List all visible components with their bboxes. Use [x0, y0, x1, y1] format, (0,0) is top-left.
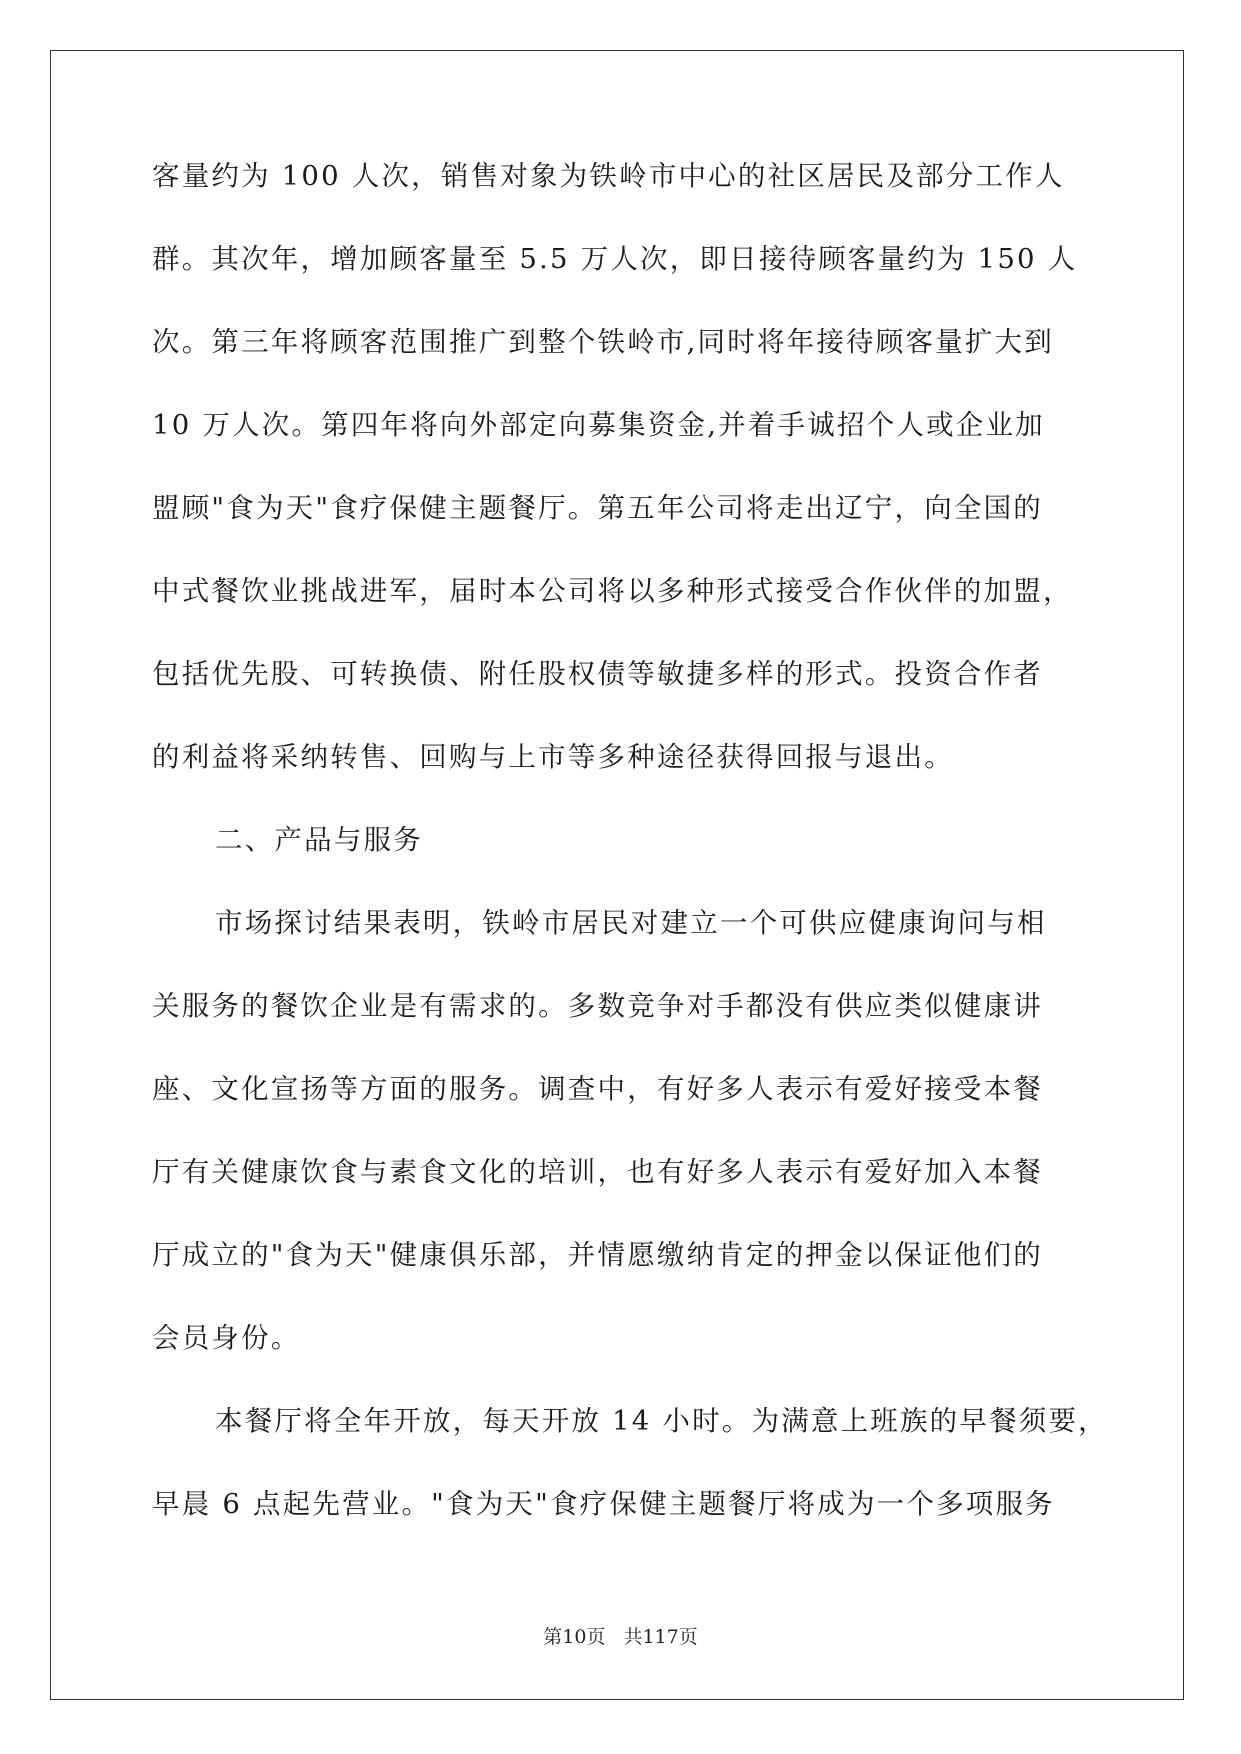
text-line: 次。第三年将顾客范围推广到整个铁岭市,同时将年接待顾客量扩大到	[152, 326, 1054, 358]
text-line: 中式餐饮业挑战进军，届时本公司将以多种形式接受合作伙伴的加盟，	[152, 575, 1073, 607]
text-line: 二、产品与服务	[215, 824, 423, 856]
text-line: 本餐厅将全年开放，每天开放 14 小时。为满意上班族的早餐须要，	[215, 1405, 1108, 1437]
page-number: 第10页	[543, 1626, 606, 1648]
text-line: 厅有关健康饮食与素食文化的培训，也有好多人表示有爱好加入本餐	[152, 1156, 1043, 1188]
text-line: 早晨 6 点起先营业。"食为天"食疗保健主题餐厅将成为一个多项服务	[152, 1488, 1055, 1520]
text-line: 市场探讨结果表明，铁岭市居民对建立一个可供应健康询问与相	[215, 907, 1047, 939]
text-line: 包括优先股、可转换债、附任股权债等敏捷多样的形式。投资合作者	[152, 658, 1043, 690]
document-body	[152, 160, 1108, 1573]
text-line: 厅成立的"食为天"健康俱乐部，并情愿缴纳肯定的押金以保证他们的	[152, 1239, 1043, 1271]
text-line: 会员身份。	[152, 1322, 301, 1354]
text-line: 盟顾"食为天"食疗保健主题餐厅。第五年公司将走出辽宁，向全国的	[152, 492, 1043, 524]
text-line: 座、文化宣扬等方面的服务。调查中，有好多人表示有爱好接受本餐	[152, 1073, 1043, 1105]
text-line: 10 万人次。第四年将向外部定向募集资金,并着手诚招个人或企业加	[152, 409, 1045, 441]
page-total: 共117页	[623, 1626, 698, 1648]
page-footer	[0, 1622, 1241, 1649]
text-line: 关服务的餐饮企业是有需求的。多数竞争对手都没有供应类似健康讲	[152, 990, 1043, 1022]
text-line: 客量约为 100 人次，销售对象为铁岭市中心的社区居民及部分工作人	[152, 160, 1065, 192]
text-line: 的利益将采纳转售、回购与上市等多种途径获得回报与退出。	[152, 741, 954, 773]
text-line: 群。其次年，增加顾客量至 5.5 万人次，即日接待顾客量约为 150 人	[152, 243, 1078, 275]
